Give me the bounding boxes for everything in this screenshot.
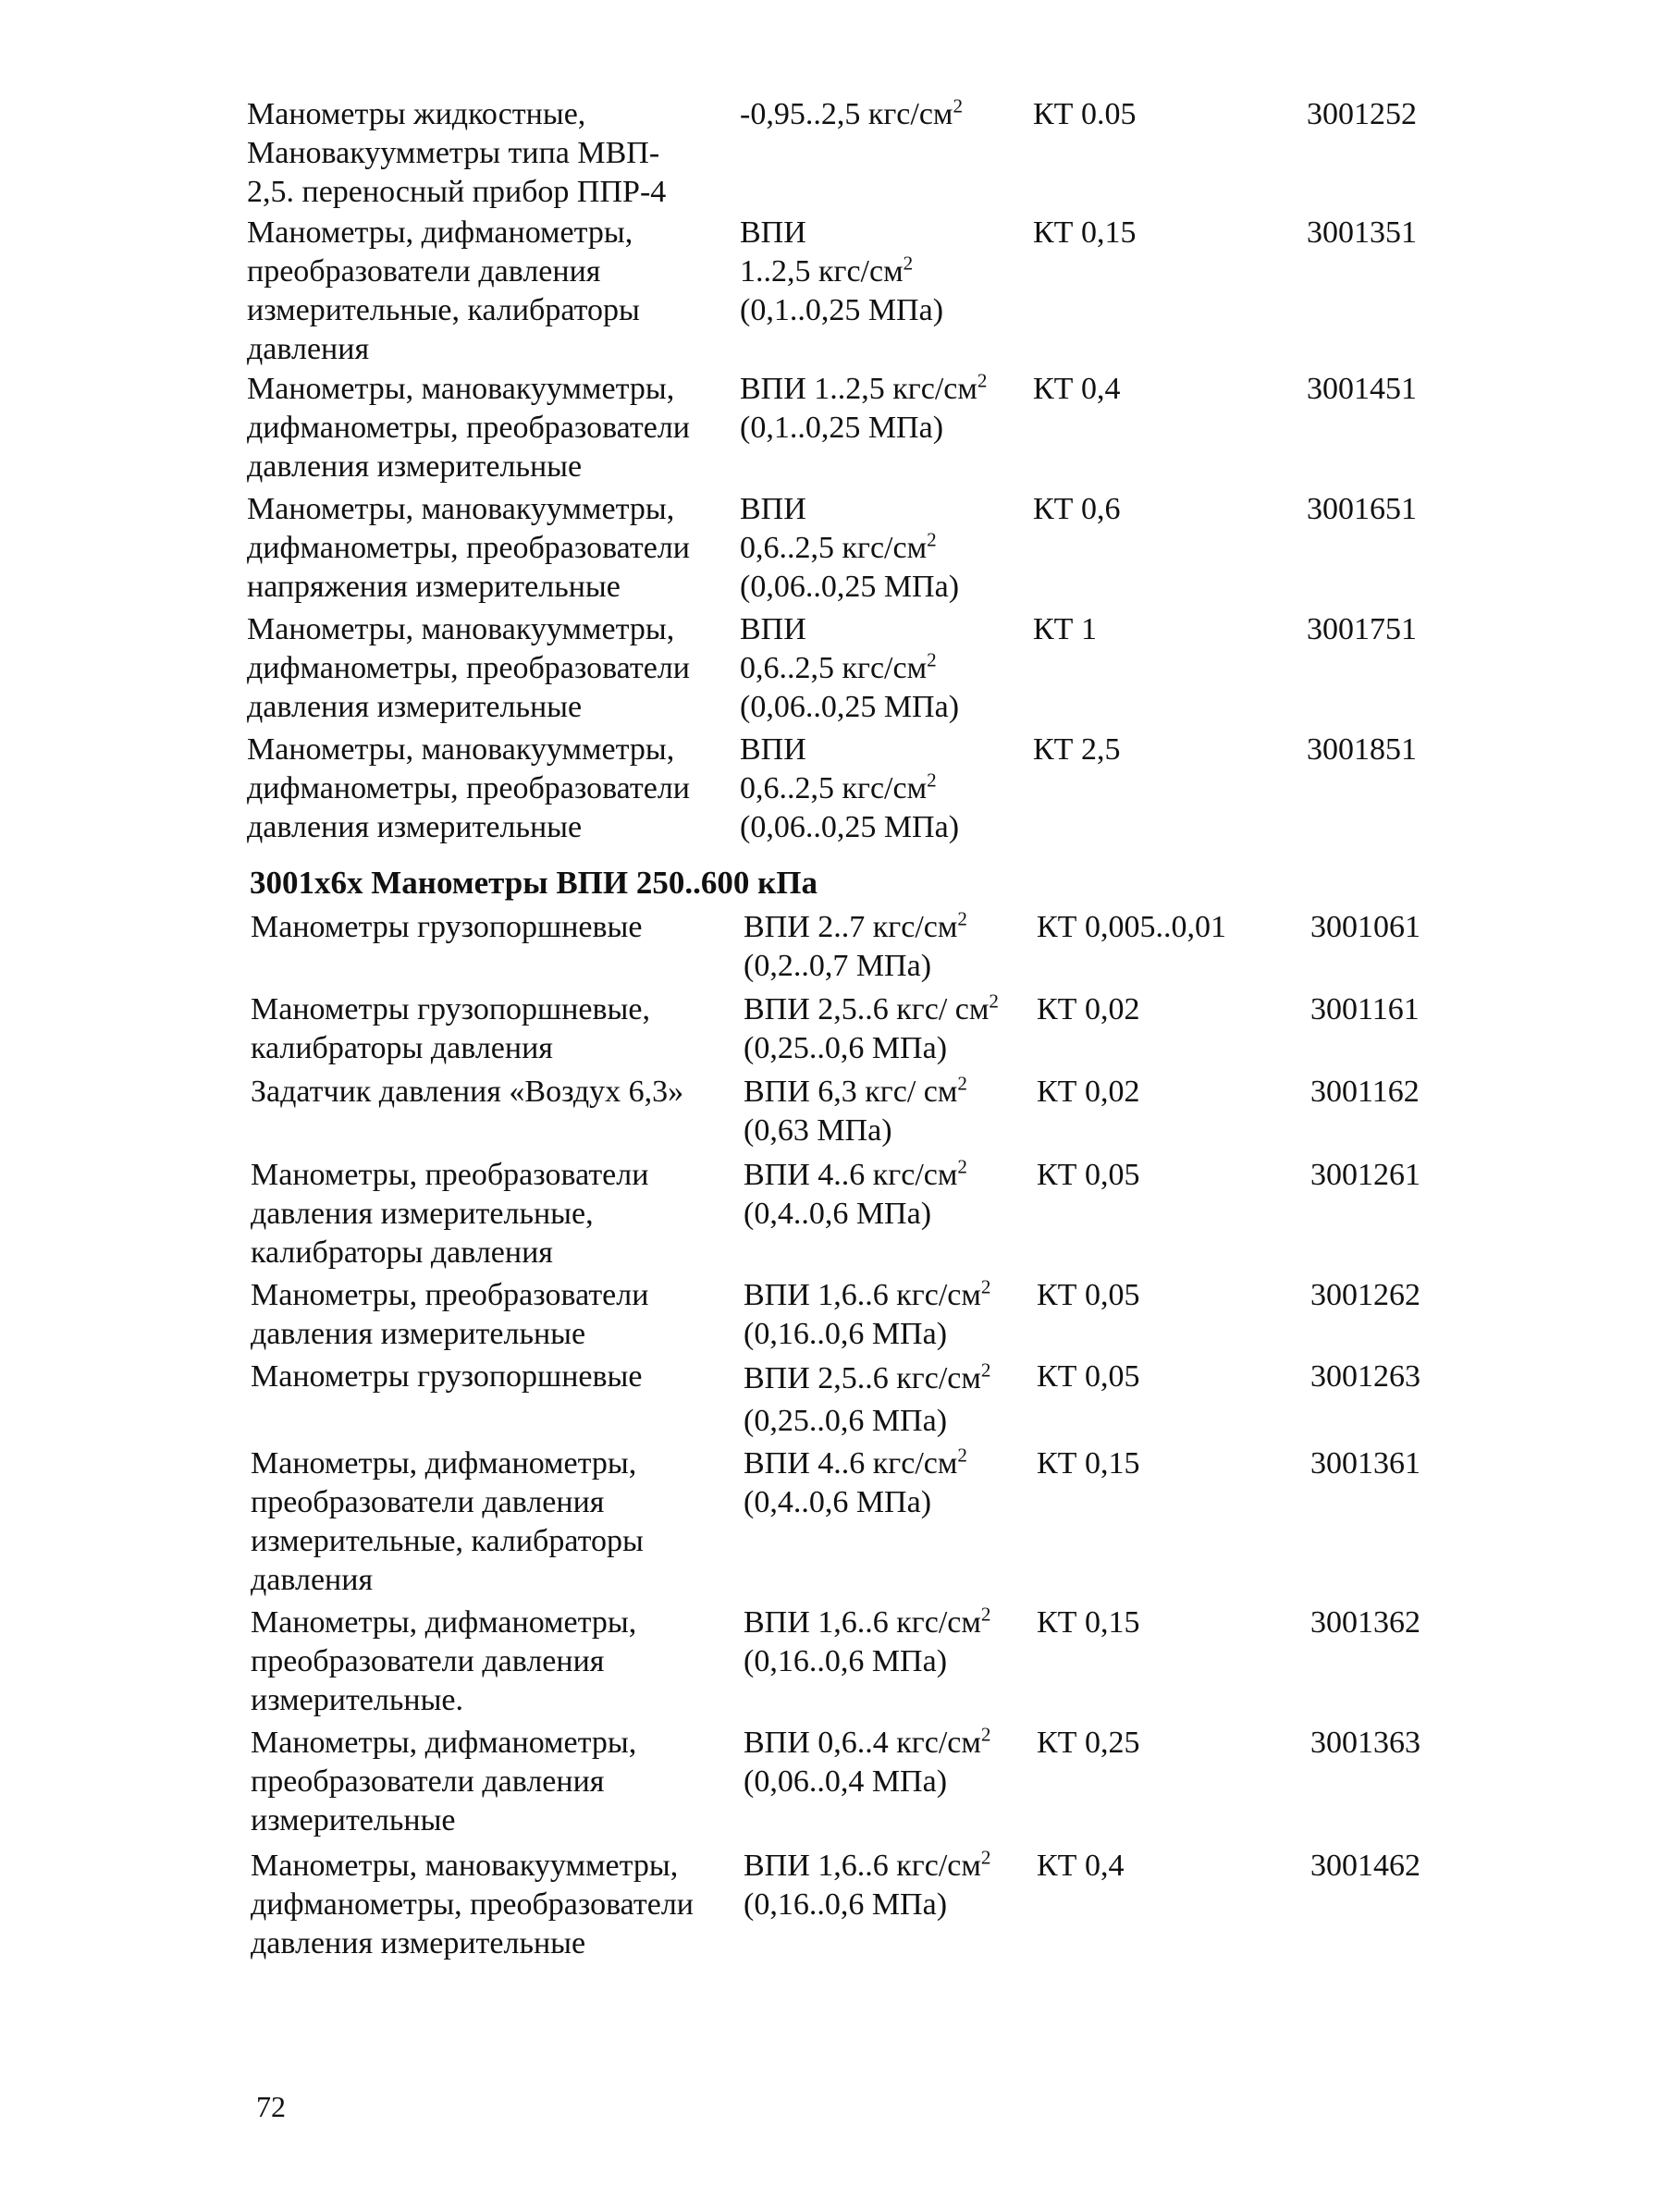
scheme-code: 3001162	[1310, 1075, 1420, 1109]
accuracy-class: КТ 0,005..0,01	[1037, 910, 1226, 944]
measurement-range: ВПИ 0,6..2,5 кгс/$см^2$ (0,06..0,25 МПа)	[740, 492, 960, 604]
instrument-name: Манометры, мановакуумметры, дифманометры, преобразователи давления измерительные	[251, 1849, 695, 1960]
section-heading: 3001х6х Манометры ВПИ 250..600 кПа	[250, 865, 818, 901]
scheme-code: 3001161	[1310, 992, 1420, 1026]
accuracy-class: КТ 0,02	[1037, 1075, 1140, 1109]
instrument-name: Задатчик давления «Воздух 6,3»	[251, 1075, 684, 1109]
instrument-name: Манометры грузопоршневые	[251, 1359, 643, 1394]
accuracy-class: КТ 0,15	[1037, 1446, 1140, 1481]
scheme-code: 3001851	[1307, 732, 1417, 767]
scheme-code: 3001751	[1307, 612, 1417, 646]
instrument-name: Манометры, преобразователи давления измерительные, калибраторы давления	[251, 1158, 649, 1270]
accuracy-class: КТ 0,25	[1037, 1726, 1140, 1760]
measurement-range: ВПИ 2,5..6 кгс/$см^2$ (0,25..0,6 МПа)	[744, 1358, 991, 1438]
measurement-range: ВПИ 1,6..6 кгс/$см^2$ (0,16..0,6 МПа)	[744, 1846, 991, 1922]
measurement-range: ВПИ 0,6..2,5 кгс/$см^2$ (0,06..0,25 МПа)	[740, 612, 960, 724]
scheme-code: 3001462	[1310, 1849, 1420, 1883]
page-number: 72	[256, 2090, 286, 2123]
measurement-range: ВПИ 4..6 кгс/$см^2$ (0,4..0,6 МПа)	[744, 1444, 967, 1519]
measurement-range: ВПИ 6,3 кгс/ $см^2$ (0,63 МПа)	[744, 1072, 967, 1148]
accuracy-class: КТ 1	[1033, 612, 1097, 646]
accuracy-class: КТ 0,15	[1033, 215, 1137, 250]
instrument-name: Манометры, дифманометры, преобразователи давления измерительные.	[251, 1605, 637, 1717]
instrument-name: Манометры жидкостные, Мановакуумметры типа МВП- 2,5. переносный прибор ППР-4	[247, 97, 667, 209]
scheme-code: 3001252	[1307, 97, 1417, 131]
measurement-range: ВПИ 4..6 кгс/$см^2$ (0,4..0,6 МПа)	[744, 1155, 967, 1231]
scheme-code: 3001362	[1310, 1605, 1420, 1640]
measurement-range: ВПИ 2..7 кгс/$см^2$ (0,2..0,7 МПа)	[744, 907, 967, 983]
instrument-name: Манометры, мановакуумметры, дифманометры, преобразователи давления измерительные	[247, 732, 691, 844]
measurement-range: ВПИ 1..2,5 кгс/$см^2$ (0,1..0,25 МПа)	[740, 215, 944, 327]
instrument-name: Манометры, дифманометры, преобразователи давления измерительные, калибраторы давления	[247, 215, 640, 366]
accuracy-class: КТ 0,4	[1037, 1849, 1125, 1883]
accuracy-class: КТ 2,5	[1033, 732, 1121, 767]
accuracy-class: КТ 0.05	[1033, 97, 1137, 131]
scheme-code: 3001351	[1307, 215, 1417, 250]
accuracy-class: КТ 0,05	[1037, 1278, 1140, 1312]
scheme-code: 3001651	[1307, 492, 1417, 526]
instrument-name: Манометры, преобразователи давления измерительные	[251, 1278, 649, 1351]
scheme-code: 3001363	[1310, 1726, 1420, 1760]
accuracy-class: КТ 0,02	[1037, 992, 1140, 1026]
measurement-range: -0,95..2,5 кгс/$см^2$	[740, 94, 963, 131]
instrument-name: Манометры, дифманометры, преобразователи давления измерительные	[251, 1726, 637, 1837]
instrument-name: Манометры, мановакуумметры, дифманометры, преобразователи давления измерительные	[247, 372, 691, 484]
scheme-code: 3001263	[1310, 1359, 1420, 1394]
measurement-range: ВПИ 2,5..6 кгс/ $см^2$ (0,25..0,6 МПа)	[744, 989, 999, 1065]
accuracy-class: КТ 0,6	[1033, 492, 1121, 526]
measurement-range: ВПИ 1,6..6 кгс/$см^2$ (0,16..0,6 МПа)	[744, 1275, 991, 1351]
accuracy-class: КТ 0,05	[1037, 1158, 1140, 1192]
accuracy-class: КТ 0,4	[1033, 372, 1121, 406]
accuracy-class: КТ 0,05	[1037, 1359, 1140, 1394]
measurement-range: ВПИ 1,6..6 кгс/$см^2$ (0,16..0,6 МПа)	[744, 1603, 991, 1678]
measurement-range: ВПИ 0,6..2,5 кгс/$см^2$ (0,06..0,25 МПа)	[740, 732, 960, 844]
accuracy-class: КТ 0,15	[1037, 1605, 1140, 1640]
scheme-code: 3001361	[1310, 1446, 1420, 1481]
instrument-name: Манометры грузопоршневые	[251, 910, 643, 944]
instrument-name: Манометры, мановакуумметры, дифманометры, преобразователи давления измерительные	[247, 612, 691, 724]
instrument-name: Манометры, мановакуумметры, дифманометры, преобразователи напряжения измерительные	[247, 492, 691, 604]
instrument-name: Манометры, дифманометры, преобразователи давления измерительные, калибраторы давления	[251, 1446, 644, 1597]
measurement-range: ВПИ 1..2,5 кгс/$см^2$ (0,1..0,25 МПа)	[740, 369, 988, 445]
measurement-range: ВПИ 0,6..4 кгс/$см^2$ (0,06..0,4 МПа)	[744, 1723, 991, 1799]
scheme-code: 3001261	[1310, 1158, 1420, 1192]
instrument-name: Манометры грузопоршневые, калибраторы давления	[251, 992, 650, 1065]
scheme-code: 3001451	[1307, 372, 1417, 406]
scheme-code: 3001061	[1310, 910, 1420, 944]
scheme-code: 3001262	[1310, 1278, 1420, 1312]
